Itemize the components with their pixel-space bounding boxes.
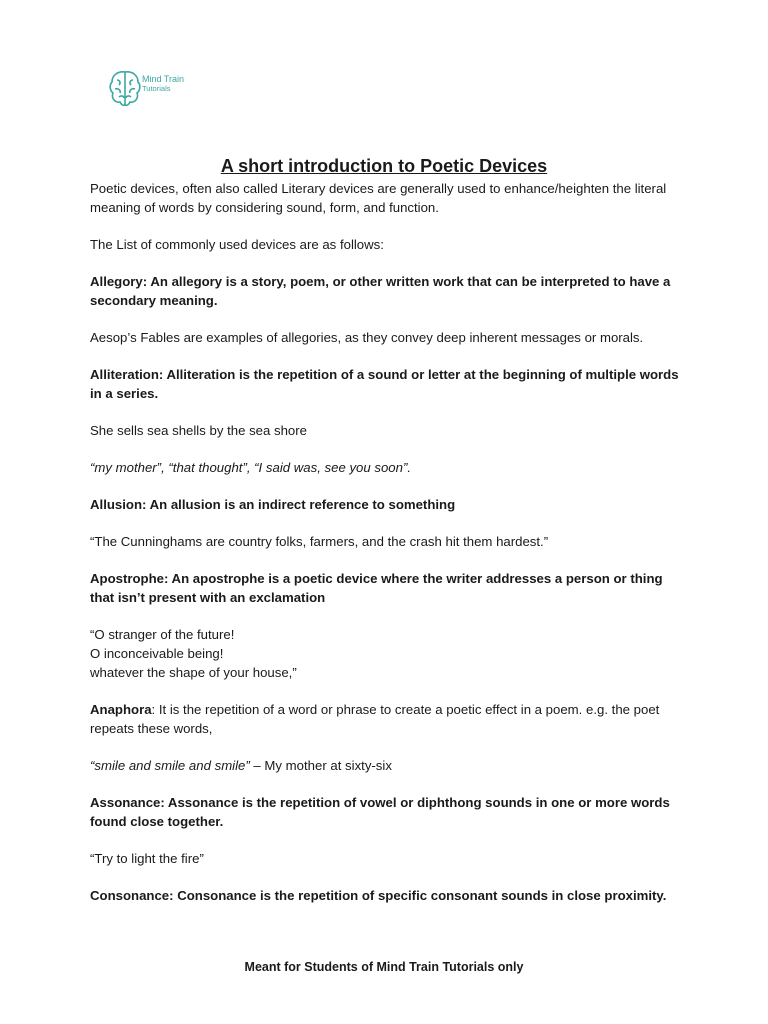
intro-paragraph: Poetic devices, often also called Literary devices are generally used to enhance/heighten the literal meaning of words by considering sound, form, and function. bbox=[90, 181, 667, 215]
apostrophe-definition: Apostrophe: An apostrophe is a poetic device where the writer addresses a person or thing that isn’t present with an exclamation bbox=[90, 571, 663, 605]
apostrophe-example bbox=[90, 625, 682, 682]
alliteration-example-2: “my mother”, “that thought”, “I said was, see you soon”. bbox=[90, 460, 412, 475]
assonance-definition: Assonance: Assonance is the repetition of vowel or diphthong sounds in one or more words found close together. bbox=[90, 795, 670, 829]
apostrophe-line-3: whatever the shape of your house,” bbox=[90, 665, 297, 680]
page-title: A short introduction to Poetic Devices bbox=[220, 156, 548, 176]
assonance-example: “Try to light the fire” bbox=[90, 851, 204, 866]
anaphora-source: – My mother at sixty-six bbox=[249, 758, 392, 773]
anaphora-example bbox=[90, 756, 682, 775]
consonance-definition: Consonance: Consonance is the repetition of specific consonant sounds in close proximity. bbox=[90, 888, 667, 903]
apostrophe-line-2: O inconceivable being! bbox=[90, 646, 224, 661]
anaphora-definition bbox=[90, 700, 682, 738]
logo bbox=[108, 62, 198, 124]
allusion-example: “The Cunninghams are country folks, farmers, and the crash hit them hardest.” bbox=[90, 534, 549, 549]
alliteration-example-1: She sells sea shells by the sea shore bbox=[90, 423, 307, 438]
list-intro: The List of commonly used devices are as follows: bbox=[90, 237, 384, 252]
document-body bbox=[90, 179, 682, 923]
logo-title: Mind Train bbox=[142, 74, 185, 84]
allusion-definition: Allusion: An allusion is an indirect reference to something bbox=[90, 497, 456, 512]
anaphora-term: Anaphora bbox=[90, 702, 152, 717]
brain-logo-icon bbox=[108, 68, 142, 112]
allegory-example: Aesop’s Fables are examples of allegories, as they convey deep inherent messages or morals. bbox=[90, 330, 644, 345]
logo-subtitle: Tutorials bbox=[142, 84, 171, 93]
anaphora-quote: “smile and smile and smile” bbox=[90, 758, 250, 773]
alliteration-definition: Alliteration: Alliteration is the repetition of a sound or letter at the beginning of multiple words in a series. bbox=[90, 367, 679, 401]
anaphora-text: : It is the repetition of a word or phrase to create a poetic effect in a poem. e.g. the poet repeats these words, bbox=[90, 702, 660, 736]
apostrophe-line-1: “O stranger of the future! bbox=[90, 627, 235, 642]
footer-note: Meant for Students of Mind Train Tutorials only bbox=[244, 960, 524, 974]
allegory-definition: Allegory: An allegory is a story, poem, or other written work that can be interpreted to have a secondary meaning. bbox=[90, 274, 671, 308]
